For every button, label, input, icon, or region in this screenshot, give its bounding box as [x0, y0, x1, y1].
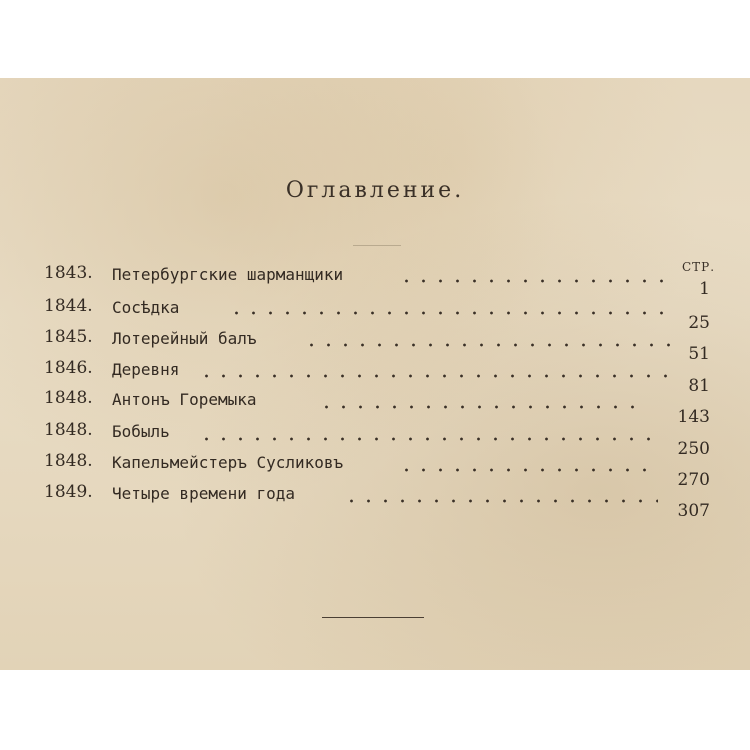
toc-entry-title: Четыре времени года: [112, 484, 296, 503]
toc-entry-year: 1846.: [44, 358, 93, 378]
toc-entry-year: 1845.: [44, 327, 93, 347]
toc-entry-title: Антонъ Горемыка: [112, 390, 257, 409]
toc-leader-dots: [198, 374, 673, 378]
toc-leader-dots: [198, 437, 658, 441]
page-column-label: СТР.: [682, 260, 716, 274]
toc-entry-title: Лотерейный балъ: [112, 329, 257, 348]
toc-entry-title: Петербургские шарманщики: [112, 265, 344, 284]
end-divider: [322, 617, 424, 618]
toc-entry-page: 307: [677, 501, 710, 521]
toc-entry-year: 1848.: [44, 388, 93, 408]
toc-entry-title: Бобыль: [112, 422, 170, 441]
toc-leader-dots: [303, 343, 673, 347]
toc-entry-year: 1848.: [44, 451, 93, 471]
toc-leader-dots: [228, 311, 673, 315]
toc-entry-page: 25: [688, 313, 710, 333]
page-title: Оглавление.: [285, 178, 465, 203]
toc-entry-page: 1: [699, 279, 710, 299]
toc-entry-page: 250: [677, 439, 710, 459]
toc-entry-page: 81: [688, 376, 710, 396]
toc-entry-year: 1849.: [44, 482, 93, 502]
toc-leader-dots: [343, 499, 658, 503]
toc-leader-dots: [398, 468, 658, 472]
toc-leader-dots: [398, 279, 673, 283]
book-page: [0, 78, 750, 670]
toc-entry-year: 1843.: [44, 263, 93, 283]
title-divider: [353, 245, 401, 246]
toc-entry-title: Сосѣдка: [112, 298, 180, 317]
toc-entry-page: 143: [677, 407, 710, 427]
toc-entry-title: Капельмейстеръ Сусликовъ: [112, 453, 344, 472]
toc-entry-page: 51: [688, 344, 710, 364]
toc-leader-dots: [318, 405, 648, 409]
toc-entry-year: 1848.: [44, 420, 93, 440]
toc-entry-title: Деревня: [112, 360, 180, 379]
toc-entry-year: 1844.: [44, 296, 93, 316]
toc-entry-page: 270: [677, 470, 710, 490]
table-of-contents: [0, 260, 750, 563]
